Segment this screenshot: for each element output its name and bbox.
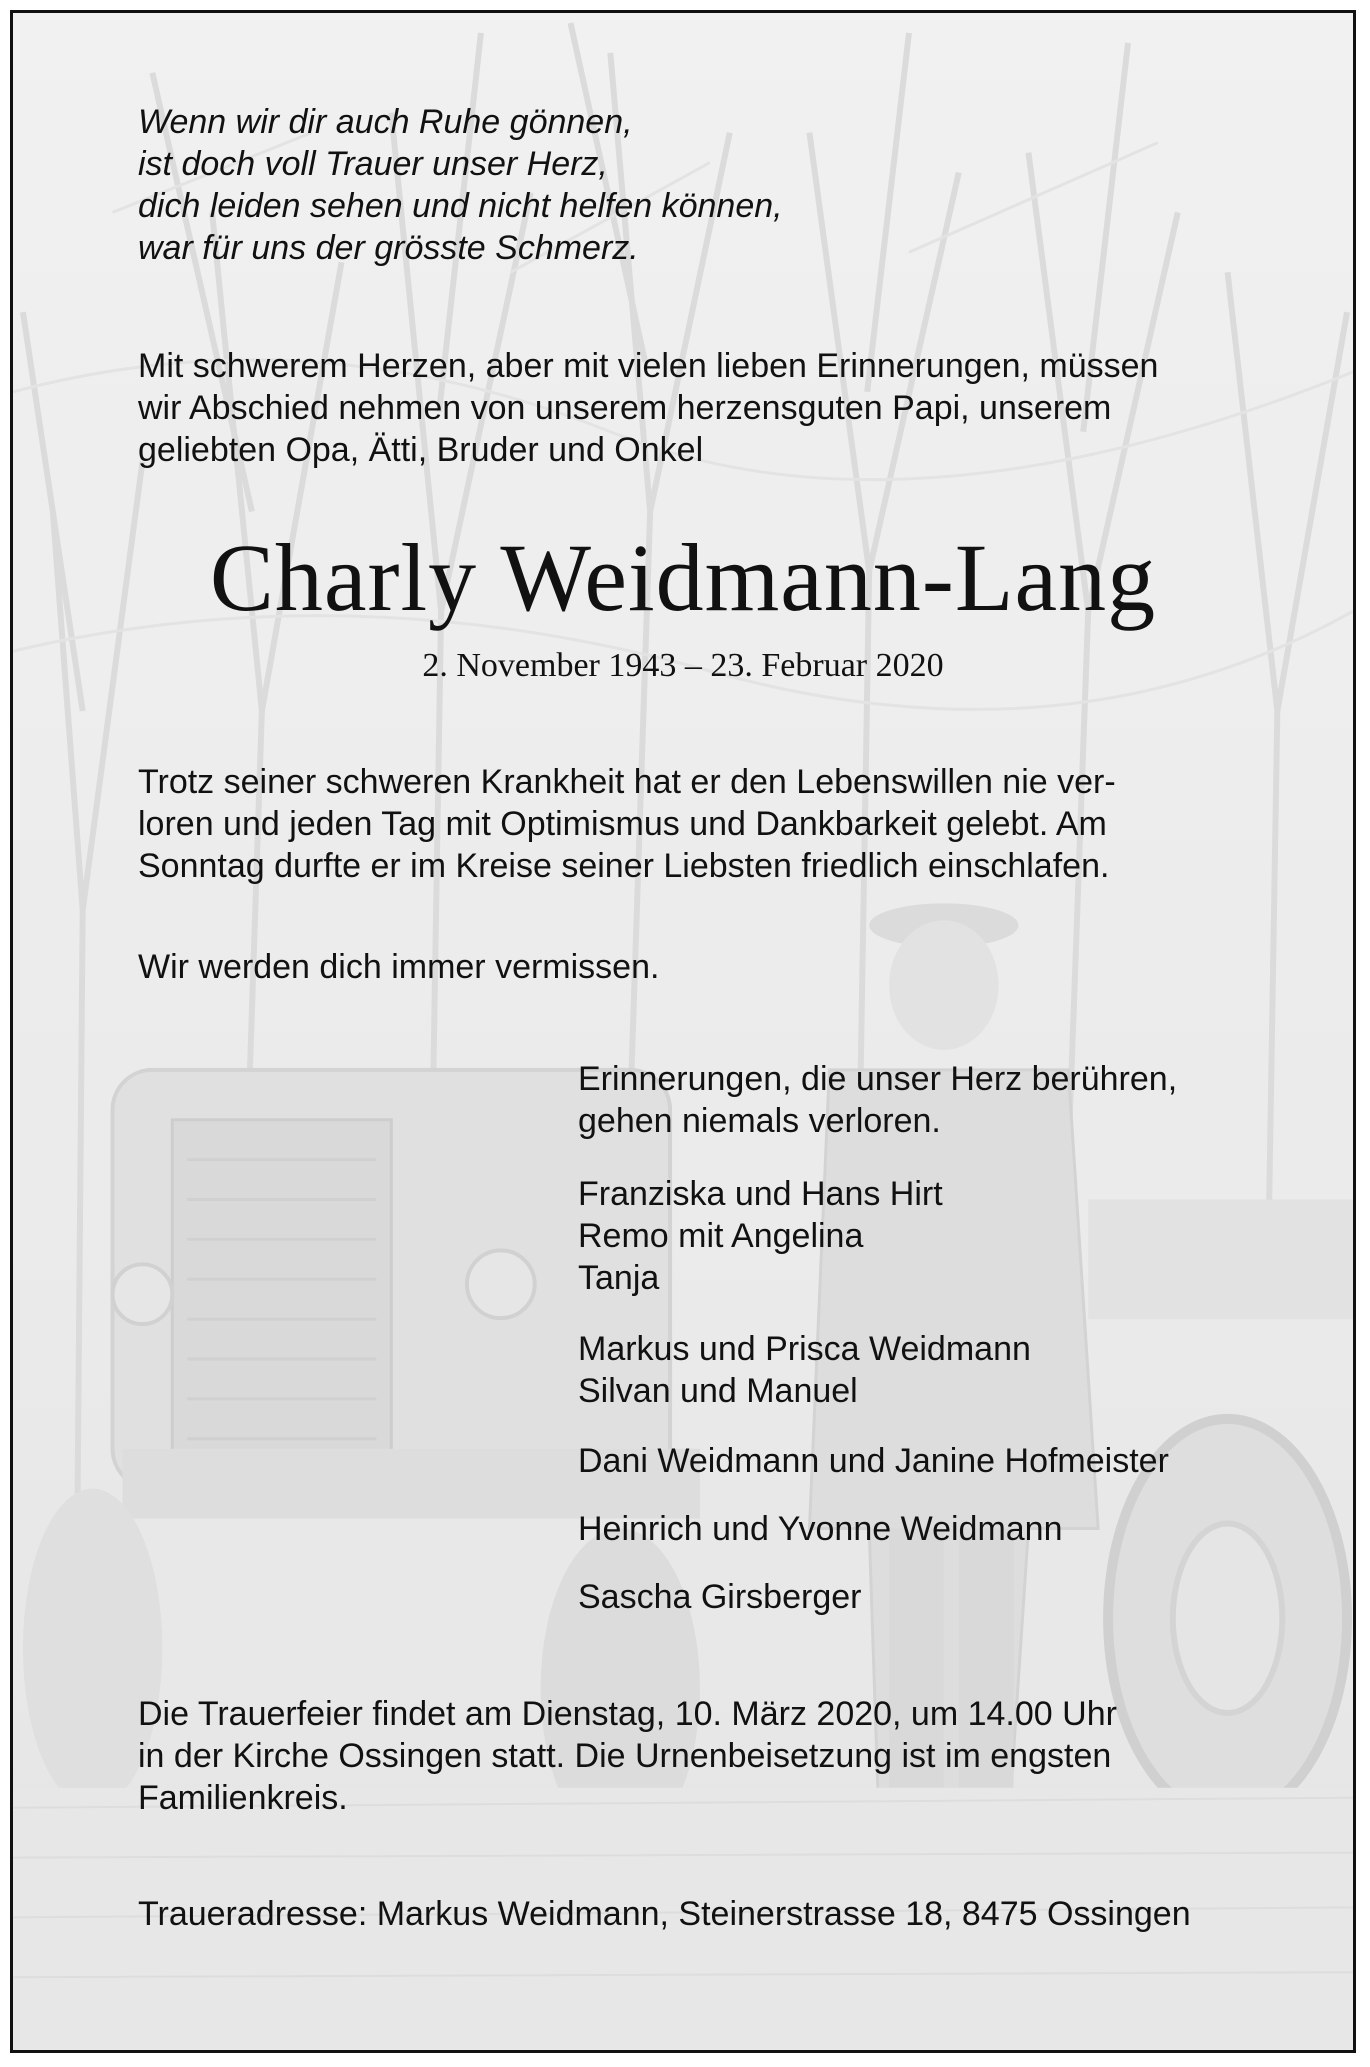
poem-line: war für uns der grösste Schmerz. xyxy=(138,229,639,267)
family-member: Silvan und Manuel xyxy=(578,1372,858,1410)
intro-line: geliebten Opa, Ätti, Bruder und Onkel xyxy=(138,431,704,469)
family-member: Remo mit Angelina xyxy=(578,1217,864,1255)
poem xyxy=(138,101,1038,269)
intro-line: wir Abschied nehmen von unserem herzensguten Papi, unserem xyxy=(138,389,1112,427)
quote xyxy=(578,1058,1278,1142)
poem-line: dich leiden sehen und nicht helfen können, xyxy=(138,187,783,225)
tribute-paragraph xyxy=(138,761,1288,887)
paragraph-line: Sonntag durfte er im Kreise seiner Liebsten friedlich einschlafen. xyxy=(138,847,1110,885)
life-dates: 2. November 1943 – 23. Februar 2020 xyxy=(422,647,944,684)
intro-line: Mit schwerem Herzen, aber mit vielen lieben Erinnerungen, müssen xyxy=(138,347,1159,385)
quote-line: gehen niemals verloren. xyxy=(578,1102,941,1140)
miss-line: Wir werden dich immer vermissen. xyxy=(138,948,660,986)
obituary-notice xyxy=(10,10,1356,2053)
family-member: Dani Weidmann und Janine Hofmeister xyxy=(578,1442,1169,1480)
family-member: Franziska und Hans Hirt xyxy=(578,1175,943,1213)
funeral-line: Die Trauerfeier findet am Dienstag, 10. März 2020, um 14.00 Uhr xyxy=(138,1695,1117,1733)
family-member: Markus und Prisca Weidmann xyxy=(578,1330,1031,1368)
funeral-line: Familienkreis. xyxy=(138,1779,348,1817)
mourning-address: Traueradresse: Markus Weidmann, Steinerstrasse 18, 8475 Ossingen xyxy=(138,1895,1191,1933)
deceased-name: Charly Weidmann-Lang xyxy=(209,524,1157,631)
family-member: Tanja xyxy=(578,1259,660,1297)
funeral-info xyxy=(138,1693,1288,1819)
family-group xyxy=(578,1173,1278,1299)
family-member: Heinrich und Yvonne Weidmann xyxy=(578,1510,1063,1548)
quote-line: Erinnerungen, die unser Herz berühren, xyxy=(578,1060,1178,1098)
family-member: Sascha Girsberger xyxy=(578,1578,862,1616)
poem-line: Wenn wir dir auch Ruhe gönnen, xyxy=(138,103,633,141)
paragraph-line: loren und jeden Tag mit Optimismus und Dankbarkeit gelebt. Am xyxy=(138,805,1107,843)
paragraph-line: Trotz seiner schweren Krankheit hat er den Lebenswillen nie ver- xyxy=(138,763,1116,801)
family-group xyxy=(578,1440,1278,1482)
funeral-line: in der Kirche Ossingen statt. Die Urnenbeisetzung ist im engsten xyxy=(138,1737,1112,1775)
family-group xyxy=(578,1508,1278,1550)
family-group xyxy=(578,1328,1278,1412)
poem-line: ist doch voll Trauer unser Herz, xyxy=(138,145,608,183)
family-group xyxy=(578,1576,1278,1618)
intro-text xyxy=(138,345,1288,471)
